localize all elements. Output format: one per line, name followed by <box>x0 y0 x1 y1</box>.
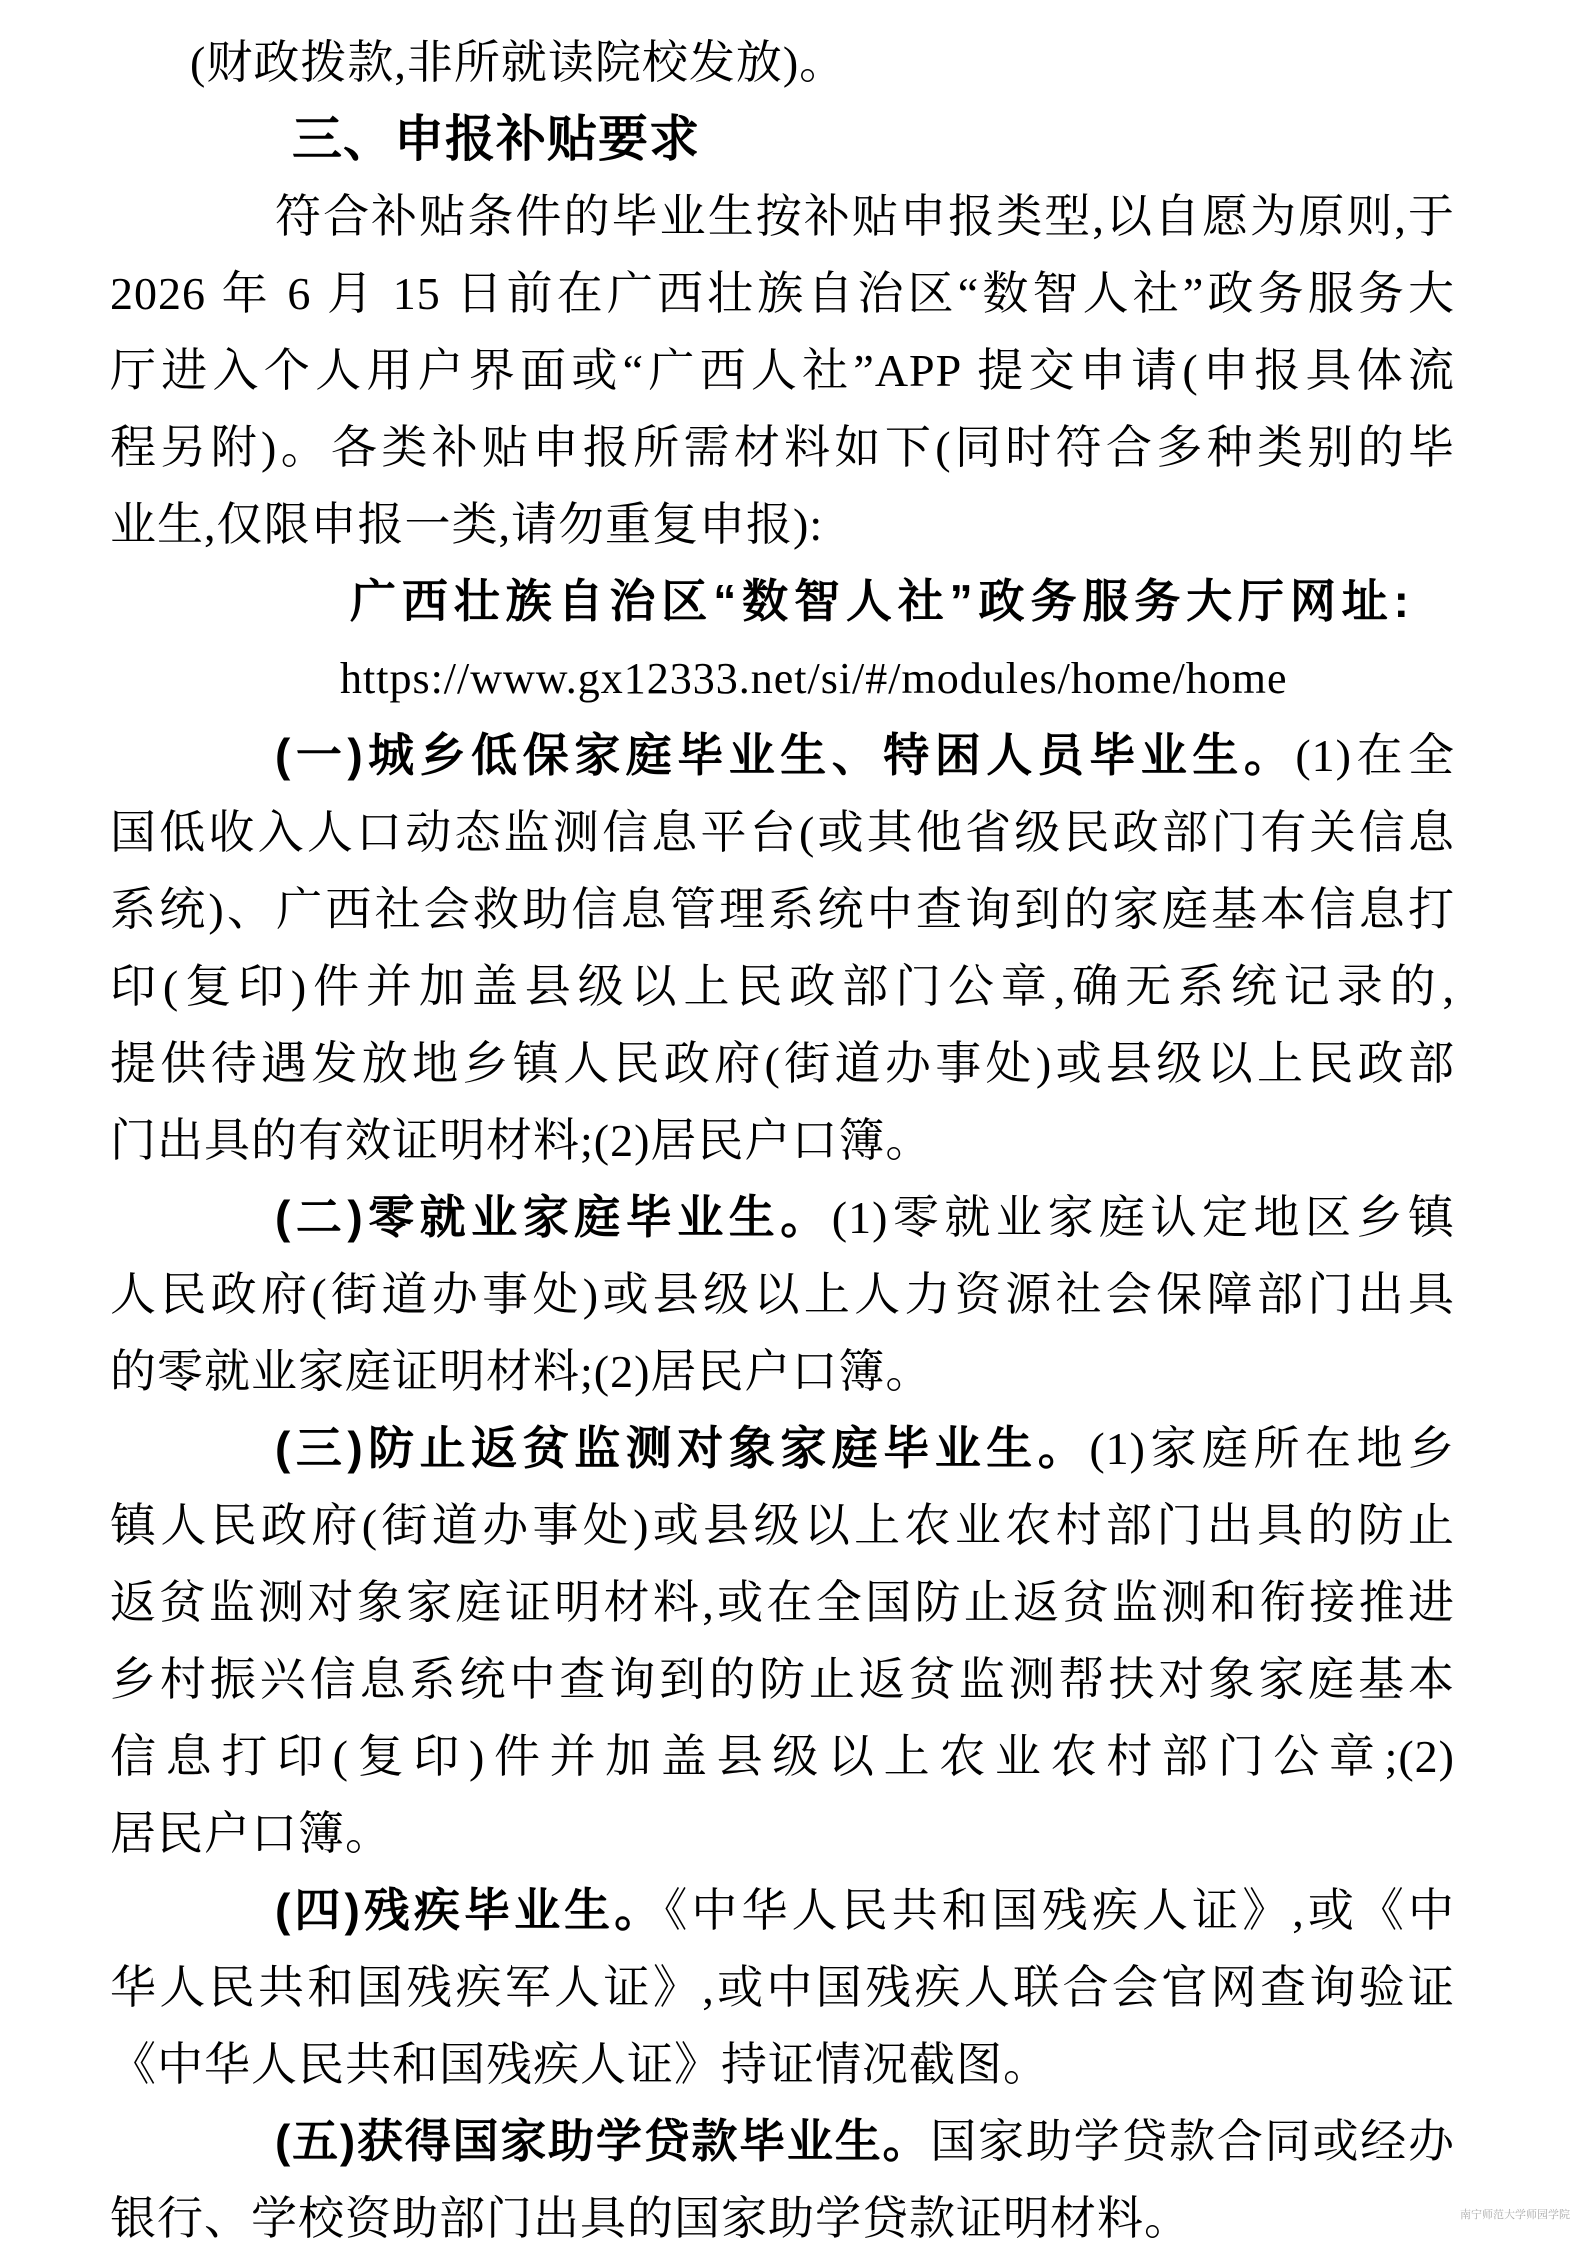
text-run: 华人民共和国残疾军人证》,或中国残疾人联合会官网查询验证 <box>110 1962 1455 2013</box>
text-run: 信息打印(复印)件并加盖县级以上农业农村部门公章;(2) <box>110 1731 1455 1782</box>
text-run: 2026 年 6 月 15 日前在广西壮族自治区“数智人社”政务服务大 <box>110 268 1455 319</box>
document-line <box>110 794 1455 871</box>
text-run: 返贫监测对象家庭证明材料,或在全国防止返贫监测和衔接推进 <box>110 1577 1455 1628</box>
document-line <box>110 1718 1455 1795</box>
text-run: 国家助学贷款合同或经办 <box>930 2116 1456 2167</box>
bold-text-run: (五)获得国家助学贷款毕业生。 <box>275 2115 931 2167</box>
portal-url-text <box>110 640 1455 717</box>
document-line <box>110 1410 1455 1487</box>
bold-text-run: 三、申报补贴要求 <box>292 111 700 167</box>
text-run: 门出具的有效证明材料;(2)居民户口簿。 <box>110 1115 933 1166</box>
bold-text-run: (四)残疾毕业生。 <box>275 1884 665 1936</box>
text-run: https://www.gx12333.net/si/#/modules/home/home <box>340 654 1288 703</box>
text-run: 乡村振兴信息系统中查询到的防止返贫监测帮扶对象家庭基本 <box>110 1654 1455 1705</box>
document-line <box>110 24 1455 101</box>
document-line <box>110 1487 1455 1564</box>
text-run: 印(复印)件并加盖县级以上民政部门公章,确无系统记录的, <box>110 961 1455 1012</box>
document-line <box>110 948 1455 1025</box>
text-run: 程另附)。各类补贴申报所需材料如下(同时符合多种类别的毕 <box>110 422 1455 473</box>
document-line <box>110 1025 1455 1102</box>
watermark-text: 南宁师范大学师园学院 <box>1460 2209 1570 2221</box>
document-line <box>110 717 1455 794</box>
text-run: 业生,仅限申报一类,请勿重复申报): <box>110 499 824 550</box>
document-line <box>110 1949 1455 2026</box>
document-line <box>110 1256 1455 1333</box>
text-run: 系统)、广西社会救助信息管理系统中查询到的家庭基本信息打 <box>110 884 1455 935</box>
document-line <box>110 1102 1455 1179</box>
document-line <box>110 2103 1455 2180</box>
section-heading <box>110 101 1455 178</box>
document-line <box>110 409 1455 486</box>
document-line <box>110 332 1455 409</box>
bold-text-run: 广西壮族自治区“数智人社”政务服务大厅网址: <box>350 575 1410 627</box>
text-run: 提供待遇发放地乡镇人民政府(街道办事处)或县级以上民政部 <box>110 1038 1455 1089</box>
document-line <box>110 2026 1455 2103</box>
text-run: (1)在全 <box>1295 730 1455 781</box>
document-line <box>110 1795 1455 1872</box>
text-run: 人民政府(街道办事处)或县级以上人力资源社会保障部门出具 <box>110 1269 1455 1320</box>
document-line <box>110 178 1455 255</box>
document-line <box>110 1564 1455 1641</box>
text-run: 《中华人民共和国残疾人证》持证情况截图。 <box>110 2039 1050 2090</box>
document-line <box>110 1641 1455 1718</box>
text-run: (1)零就业家庭认定地区乡镇 <box>831 1192 1456 1243</box>
text-run: 符合补贴条件的毕业生按补贴申报类型,以自愿为原则,于 <box>275 191 1455 242</box>
document-line <box>110 1333 1455 1410</box>
text-run: (财政拨款,非所就读院校发放)。 <box>190 37 847 88</box>
document-line <box>110 255 1455 332</box>
text-run: 的零就业家庭证明材料;(2)居民户口簿。 <box>110 1346 933 1397</box>
document-body <box>110 24 1455 2245</box>
text-run: 《中华人民共和国残疾人证》,或《中 <box>664 1885 1456 1936</box>
portal-address-label <box>110 563 1455 640</box>
text-run: 银行、学校资助部门出具的国家助学贷款证明材料。 <box>110 2193 1191 2244</box>
bold-text-run: (一)城乡低保家庭毕业生、特困人员毕业生。 <box>275 729 1296 781</box>
document-line <box>110 1179 1455 1256</box>
text-run: (1)家庭所在地乡 <box>1089 1423 1456 1474</box>
document-line <box>110 2180 1455 2245</box>
text-run: 厅进入个人用户界面或“广西人社”APP 提交申请(申报具体流 <box>110 345 1455 396</box>
bold-text-run: (三)防止返贫监测对象家庭毕业生。 <box>275 1422 1090 1474</box>
document-line <box>110 486 1455 563</box>
bold-text-run: (二)零就业家庭毕业生。 <box>275 1191 832 1243</box>
text-run: 居民户口簿。 <box>110 1808 392 1859</box>
document-line <box>110 871 1455 948</box>
text-run: 国低收入人口动态监测信息平台(或其他省级民政部门有关信息 <box>110 807 1455 858</box>
document-line <box>110 1872 1455 1949</box>
text-run: 镇人民政府(街道办事处)或县级以上农业农村部门出具的防止 <box>110 1500 1455 1551</box>
